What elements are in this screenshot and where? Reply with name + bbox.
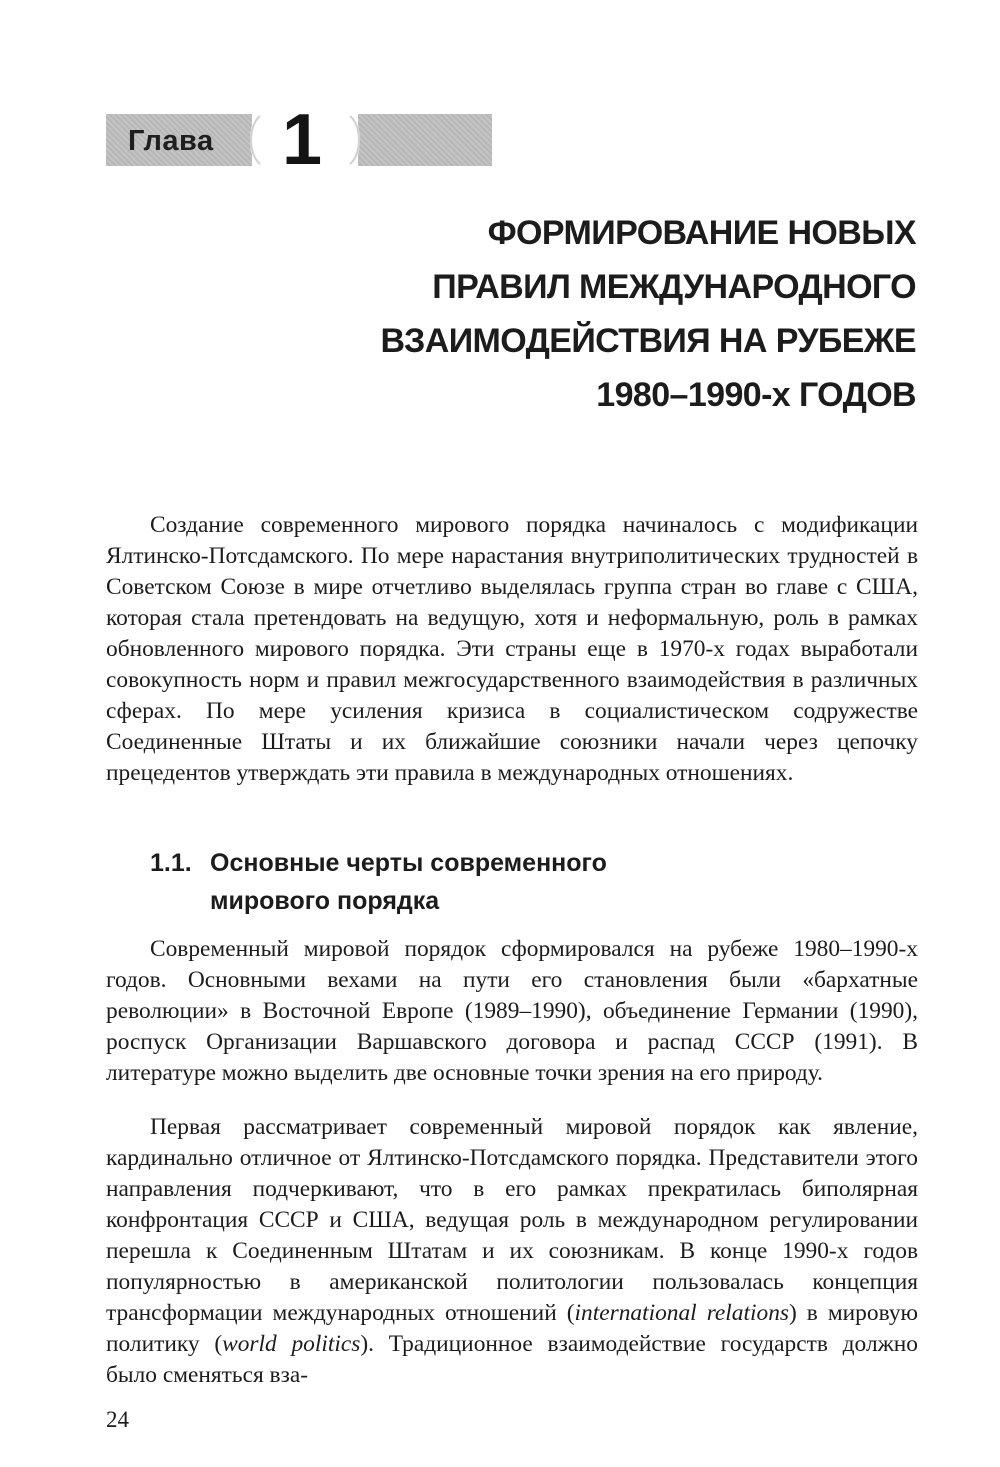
body-paragraph <box>106 1112 918 1391</box>
section-heading <box>150 844 607 920</box>
paragraph-text: Первая рассматривает современный мировой порядок как явление, кардинально отличное от Ялтинско-Потсдамского порядка. Представители этого направления подчеркивают, что в его рамках прекратилась биполярная конфронтация СССР и США, ведущая роль в международном регулировании перешла к Соединенным Штатам и их союзникам. В конце 1990-х годов популярностью в американской политологии пользовалась концепция трансформации международных отношений ( <box>106 1114 918 1326</box>
banner-bracket-right <box>342 112 364 168</box>
chapter-title <box>296 206 916 422</box>
chapter-banner <box>106 100 492 180</box>
intro-paragraph: Создание современного мирового порядка начиналось с модификации Ялтинско-Потсдамского. По мере нарастания внутриполитических трудностей в Советском Союзе в мире отчетливо выделялась группа стран во главе с США, которая стала претендовать на ведущую, хотя и неформальную, роль в рамках обновленного мирового порядка. Эти страны еще в 1970-х годах выработали совокупность норм и правил межгосударственного взаимодействия в различных сферах. По мере усиления кризиса в социалистическом содружестве Соединенные Штаты и их ближайшие союзники начали через цепочку прецедентов утверждать эти правила в международных отношениях. <box>106 512 918 786</box>
chapter-title-line: ФОРМИРОВАНИЕ НОВЫХ <box>487 214 916 252</box>
paragraph-text: ) в мировую политику ( <box>106 1300 918 1357</box>
section-title-line1: Основные черты современного <box>210 849 607 877</box>
paragraph-text: ). Традиционное взаимодействие государств должно было сменяться вза- <box>106 1331 918 1388</box>
chapter-number: 1 <box>282 100 323 180</box>
body-paragraph: Современный мировой порядок сформировался на рубеже 1980–1990-х годов. Основными вехами на пути его становления были «бархатные революции» в Восточной Европе (1989–1990), объединение Германии (1990), роспуск Организации Варшавского договора и распад СССР (1991). В литературе можно выделить две основные точки зрения на его природу. <box>106 936 918 1086</box>
chapter-title-line: ВЗАИМОДЕЙСТВИЯ НА РУБЕЖЕ <box>380 322 916 360</box>
term-world-politics: world politics <box>222 1331 361 1357</box>
banner-bar-right <box>358 114 492 166</box>
chapter-title-line: 1980–1990-х ГОДОВ <box>596 376 916 414</box>
chapter-title-line: ПРАВИЛ МЕЖДУНАРОДНОГО <box>432 268 916 306</box>
section-title-line2: мирового порядка <box>210 887 440 915</box>
section-number: 1.1. <box>150 849 192 877</box>
banner-bracket-left <box>246 112 268 168</box>
chapter-label: Глава <box>128 125 214 157</box>
page-number: 24 <box>106 1407 129 1432</box>
term-international-relations: international relations <box>574 1300 789 1326</box>
